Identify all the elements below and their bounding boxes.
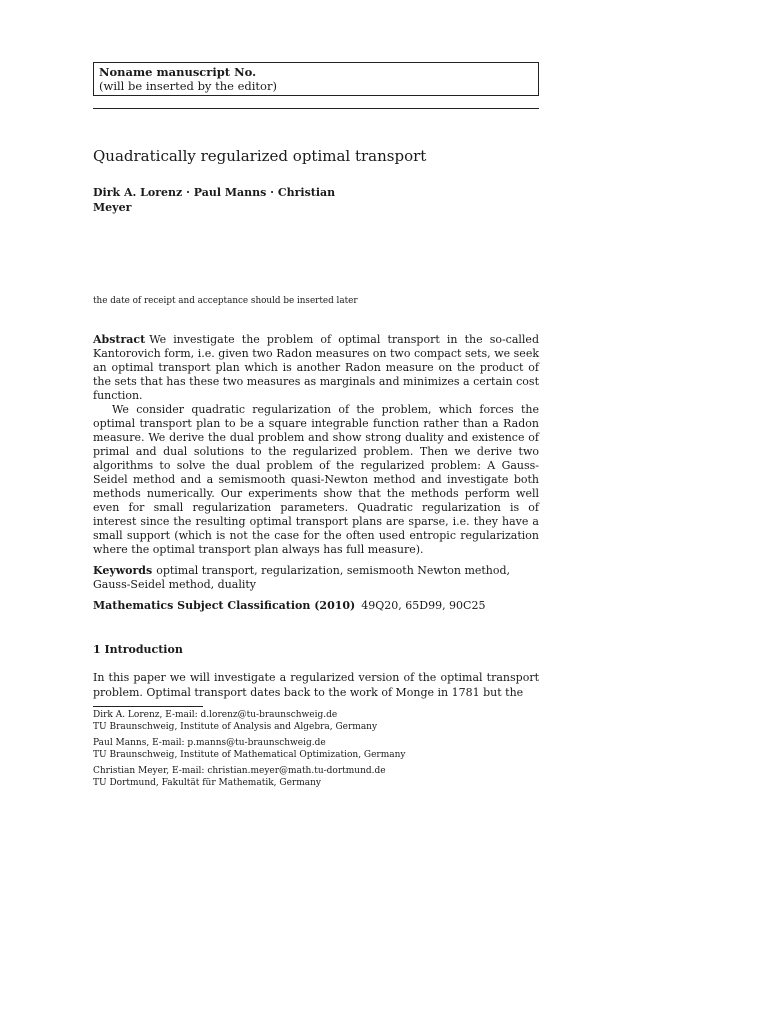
keywords-label: Keywords	[93, 564, 153, 577]
received-note: the date of receipt and acceptance should be inserted later	[93, 296, 358, 306]
abstract-text-1: We investigate the problem of optimal transport in the so-called Kantorovich form, i.e. given two Radon measures on two compact sets, we seek an optimal transport plan which is another Radon measure on the product of the sets that has these two measures as marginals and minimizes a certain cost function.	[93, 333, 539, 402]
abstract-paragraph-1	[93, 333, 539, 403]
intro-paragraph: In this paper we will investigate a regularized version of the optimal transport problem. Optimal transport dates back to the work of Monge in 1781 but the	[93, 671, 539, 699]
msc-label: Mathematics Subject Classification (2010)	[93, 599, 356, 612]
editor-note	[93, 62, 539, 96]
footnote-lorenz	[93, 710, 539, 733]
footnote-rule	[93, 706, 203, 707]
authors-line-1: Dirk A. Lorenz · Paul Manns · Christian	[93, 186, 336, 199]
subject-classification	[93, 599, 539, 613]
keywords-text: optimal transport, regularization, semismooth Newton method, Gauss-Seidel method, duality	[93, 564, 511, 591]
msc-text: 49Q20, 65D99, 90C25	[361, 599, 486, 612]
keywords	[93, 564, 539, 592]
footnote-email: Christian Meyer, E-mail: christian.meyer@math.tu-dortmund.de	[93, 766, 386, 776]
abstract	[93, 333, 539, 557]
footnote-affiliation: TU Braunschweig, Institute of Mathematical Optimization, Germany	[93, 749, 406, 760]
footnote-email: Paul Manns, E-mail: p.manns@tu-braunschweig.de	[93, 738, 326, 748]
section-heading: 1 Introduction	[93, 643, 183, 656]
paper-title: Quadratically regularized optimal transport	[93, 147, 427, 165]
footnote-affiliation: TU Dortmund, Fakultät für Mathematik, Germany	[93, 777, 321, 788]
footnote-affiliation: TU Braunschweig, Institute of Analysis and Algebra, Germany	[93, 721, 378, 732]
editor-box	[93, 62, 539, 96]
authors-line-2: Meyer	[93, 201, 132, 214]
footnotes	[93, 710, 539, 794]
header-rule	[93, 108, 539, 109]
abstract-paragraph-2: We consider quadratic regularization of the problem, which forces the optimal transport plan to be a square integrable function rather than a Radon measure. We derive the dual problem and show strong duality and existence of primal and dual solutions to the regularized problem. Then we derive two algorithms to solve the dual problem of the regularized problem: A Gauss-Seidel method and a semismooth quasi-Newton method and investigate both methods numerically. Our experiments show that the methods perform well even for small regularization parameters. Quadratic regularization is of interest since the resulting optimal transport plans are sparse, i.e. they have a small support (which is not the case for the often used entropic regularization where the optimal transport plan always has full measure).	[93, 403, 539, 556]
manuscript-number: Noname manuscript No.	[99, 65, 257, 79]
footnote-email: Dirk A. Lorenz, E-mail: d.lorenz@tu-braunschweig.de	[93, 710, 338, 720]
abstract-label: Abstract	[93, 333, 146, 346]
editor-note-text: (will be inserted by the editor)	[99, 79, 277, 93]
introduction-text	[93, 670, 539, 700]
footnote-meyer	[93, 766, 539, 789]
footnote-manns	[93, 738, 539, 761]
author-list	[93, 185, 393, 215]
